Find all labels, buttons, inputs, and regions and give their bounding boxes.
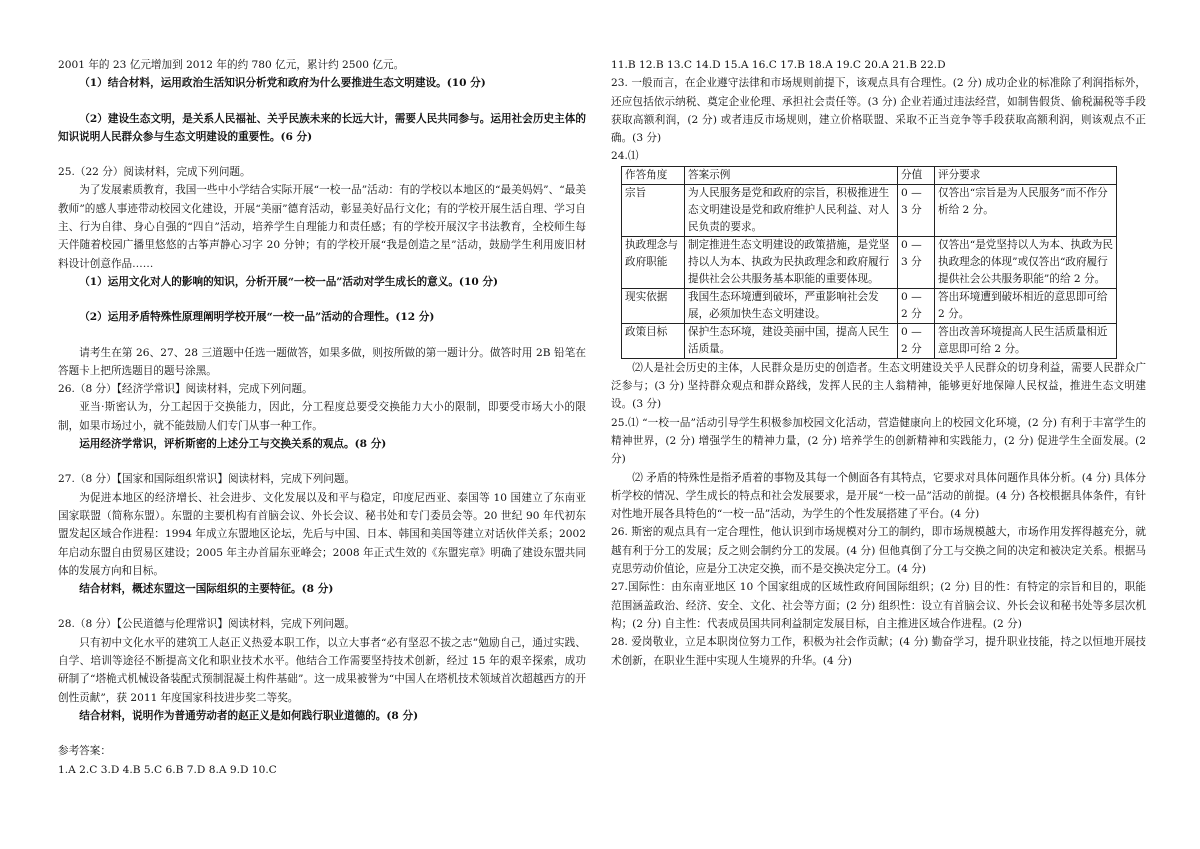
table-header-cell: 分值 — [898, 166, 935, 184]
answer-24-label: 24.⑴ — [611, 150, 639, 163]
table-cell: 制定推进生态文明建设的政策措施，是党坚持以人为本、执政为民执政理念和政府履行提供社会公共服务基本职能的重要体现。 — [685, 236, 898, 288]
table-header-cell: 评分要求 — [935, 166, 1117, 184]
table-cell: 答出改善环境提高人民生活质量相近意思即可给 2 分。 — [935, 323, 1117, 358]
answer-25-part1: 25.⑴ “一校一品”活动引导学生积极参加校园文化活动，营造健康向上的校园文化环境，(2 分) 有利于丰富学生的精神世界，(2 分) 增强学生的精神力量，(2 分) 培养学生的创新精神和实践能力，(2 分) 促进学生全面发展。(2 分) — [611, 416, 1146, 466]
table-row — [622, 184, 1117, 236]
q27-ask: 结合材料，概述东盟这一国际组织的主要特征。(8 分) — [79, 583, 334, 596]
answer-28: 28. 爱岗敬业，立足本职岗位努力工作，积极为社会作贡献；(4 分) 勤奋学习，提升职业技能，持之以恒地开展技术创新，在职业生涯中实现人生境界的升华。(4 分) — [611, 636, 1146, 667]
table-cell: 保护生态环境，建设美丽中国，提高人民生活质量。 — [685, 323, 898, 358]
table-cell: 我国生态环境遭到破坏，严重影响社会发展，必须加快生态文明建设。 — [685, 288, 898, 323]
q24-part2: （2）建设生态文明，是关系人民福祉、关乎民族未来的长远大计，需要人民共同参与。运用社会历史主体的知识说明人民群众参与生态文明建设的重要性。(6 分) — [58, 112, 586, 143]
q24-part1: （1）结合材料，运用政治生活知识分析党和政府为什么要推进生态文明建设。(10 分) — [79, 77, 486, 90]
q25-material: 为了发展素质教育，我国一些中小学结合实际开展“一校一品”活动：有的学校以本地区的“最美妈妈”、“最美教师”的感人事迹带动校园文化建设，开展“美丽”德育活动，彰显美好品行文化；有的学校开展生活自理、学习自主、行为自律、身心自强的“四自”活动，培养学生自理能力和责任感；有的学校开展汉字书法教育，全校师生每天伴随着校园广播里悠悠的古筝声静心习字 20 分钟；有的学校开展“我是创造之星”活动，鼓励学生利用废旧材料设计创意作品…… — [58, 184, 586, 270]
table-cell: 0 — 3 分 — [898, 236, 935, 288]
table-row — [622, 236, 1117, 288]
table-cell: 答出环境遭到破坏相近的意思即可给 2 分。 — [935, 288, 1117, 323]
q28-material: 只有初中文化水平的建筑工人赵正义热爱本职工作，以立大事者“必有坚忍不拔之志”勉励自己，通过实践、自学、培训等途径不断提高文化和职业技术水平。他结合工作需要坚持技术创新，经过 15 年的艰辛探索，成功研制了“塔桅式机械设备装配式预制混凝土构件基础”。这一成果被誉为“中国人在塔机技术领域首次超越西方的开创性贡献”，获 2011 年度国家科技进步奖二等奖。 — [58, 636, 586, 704]
table-cell: 0 — 2 分 — [898, 323, 935, 358]
right-column — [611, 56, 1146, 670]
scoring-table — [621, 166, 1117, 359]
table-cell: 政策目标 — [622, 323, 685, 358]
answer-25-part2: ⑵ 矛盾的特殊性是指矛盾着的事物及其每一个侧面各有其特点，它要求对具体问题作具体分析。(4 分) 具体分析学校的情况、学生成长的特点和社会发展要求，是开展“一校一品”活动的前提。(4 分) 各校根据具体条件，有针对性地开展各具特色的“一校一品”活动，为学生的个性发展搭建了平台。(4 分) — [611, 471, 1146, 521]
table-cell: 仅答出“宗旨是为人民服务”而不作分析给 2 分。 — [935, 184, 1117, 236]
left-column — [58, 56, 586, 779]
table-header-cell: 作答角度 — [622, 166, 685, 184]
q28-heading: 28.（8 分）【公民道德与伦理常识】阅读材料，完成下列问题。 — [58, 618, 356, 631]
table-row — [622, 288, 1117, 323]
answers-title: 参考答案： — [58, 745, 111, 758]
answer-23: 23. 一般而言，在企业遵守法律和市场规则前提下，该观点具有合理性。(2 分) 成功企业的标准除了利润指标外，还应包括依示纳税、奠定企业伦理、承担社会责任等。(3 分) 企业若通过违法经营，如制售假货、偷税漏税等手段获取高额利润，(2 分) 或者违反市场规则，建立价格联盟、采取不正当竞争等手段获取高额利润，则该观点不正确。(3 分) — [611, 77, 1146, 145]
answers-line-1: 1.A 2.C 3.D 4.B 5.C 6.B 7.D 8.A 9.D 10.C — [58, 763, 277, 776]
answer-24-part2: ⑵人是社会历史的主体，人民群众是历史的创造者。生态文明建设关乎人民群众的切身利益，需要人民群众广泛参与；(3 分) 坚持群众观点和群众路线，发挥人民的主人翁精神，能够更好地保障人民权益，推进生态文明建设。(3 分) — [611, 361, 1146, 411]
table-cell: 0 — 3 分 — [898, 184, 935, 236]
q26-ask: 运用经济学常识，评析斯密的上述分工与交换关系的观点。(8 分) — [79, 438, 387, 451]
intro-line: 2001 年的 23 亿元增加到 2012 年的约 780 亿元，累计约 2500 亿元。 — [58, 59, 405, 71]
table-header-cell: 答案示例 — [685, 166, 898, 184]
table-header-row — [622, 166, 1117, 184]
table-row — [622, 323, 1117, 358]
q25-part2: （2）运用矛盾特殊性原理阐明学校开展“一校一品”活动的合理性。(12 分) — [79, 311, 435, 324]
q26-heading: 26.（8 分）【经济学常识】阅读材料，完成下列问题。 — [58, 383, 313, 396]
table-cell: 仅答出“是党坚持以人为本、执政为民执政理念的体现”或仅答出“政府履行提供社会公共服务职能”的给 2 分。 — [935, 236, 1117, 288]
choose-note: 请考生在第 26、27、28 三道题中任选一题做答，如果多做，则按所做的第一题计分。做答时用 2B 铅笔在答题卡上把所选题目的题号涂黑。 — [58, 346, 586, 377]
q25-part1: （1）运用文化对人的影响的知识，分析开展“一校一品”活动对学生成长的意义。(10 分) — [79, 275, 498, 288]
table-cell: 现实依据 — [622, 288, 685, 323]
q25-heading: 25.（22 分）阅读材料，完成下列问题。 — [58, 166, 251, 179]
q28-ask: 结合材料，说明作为普通劳动者的赵正义是如何践行职业道德的。(8 分) — [79, 709, 419, 722]
table-cell: 宗旨 — [622, 184, 685, 236]
q27-heading: 27.（8 分）【国家和国际组织常识】阅读材料，完成下列问题。 — [58, 473, 356, 486]
answers-line-2: 11.B 12.B 13.C 14.D 15.A 16.C 17.B 18.A 19.C 20.A 21.B 22.D — [611, 59, 946, 71]
table-cell: 0 — 2 分 — [898, 288, 935, 323]
table-cell: 为人民服务是党和政府的宗旨，积极推进生态文明建设是党和政府维护人民利益、对人民负责的要求。 — [685, 184, 898, 236]
answer-26: 26. 斯密的观点具有一定合理性，他认识到市场规模对分工的制约，即市场规模越大，市场作用发挥得越充分，就越有利于分工的发展；反之则会制约分工的发展。(4 分) 但他真倒了分工与交换之间的决定和被决定关系。根据马克思劳动价值论，应是分工决定交换，而不是交换决定分工。(4 分) — [611, 526, 1146, 576]
answer-27: 27.国际性：由东南亚地区 10 个国家组成的区域性政府间国际组织；(2 分) 目的性：有特定的宗旨和目的，职能范围涵盖政治、经济、安全、文化、社会等方面；(2 分) 组织性：设立有首脑会议、外长会议和秘书处等多层次机构；(2 分) 自主性：代表成员国共同利益制定发展目标，自主推进区域合作进程。(2 分) — [611, 581, 1146, 630]
table-cell: 执政理念与政府职能 — [622, 236, 685, 288]
q26-material: 亚当·斯密认为，分工起因于交换能力，因此，分工程度总要受交换能力大小的限制，即要受市场大小的限制，如果市场过小，就不能鼓励人们专门从事一种工作。 — [58, 401, 586, 432]
q27-material: 为促进本地区的经济增长、社会进步、文化发展以及和平与稳定，印度尼西亚、泰国等 10 国建立了东南亚国家联盟（简称东盟）。东盟的主要机构有首脑会议、外长会议、秘书处和专门委员会等。20 世纪 90 年代初东盟发起区域合作进程：1994 年成立东盟地区论坛，先后与中国、日本、韩国和美国等建立对话伙伴关系；2002 年启动东盟自由贸易区建设；2005 年主办首届东亚峰会；2008 年正式生效的《东盟宪章》明确了建设东盟共同体的发展方向和目标。 — [58, 491, 586, 577]
